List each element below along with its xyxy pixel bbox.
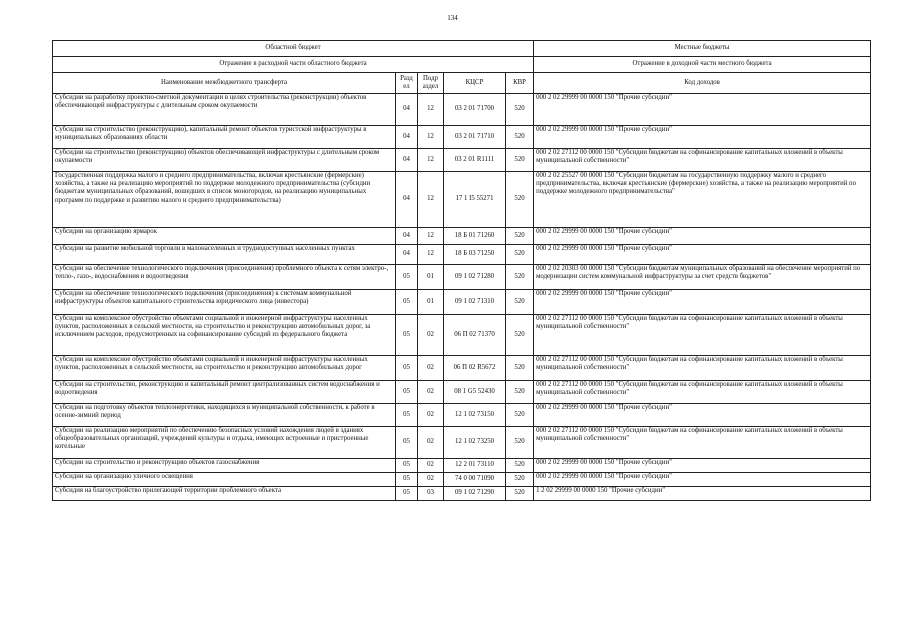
cell-kvr: 520 [506,459,534,473]
cell-razdel: 04 [396,228,418,245]
cell-razdel: 04 [396,94,418,126]
cell-code: 000 2 02 29999 00 0000 150 "Прочие субсидии" [534,126,871,149]
transfers-table [52,40,871,501]
cell-name: Субсидии на развитие мобильной торговли в малонаселенных и труднодоступных населенных пунктах [53,245,396,265]
cell-razdel: 04 [396,126,418,149]
cell-name: Субсидии на организацию уличного освещения [53,473,396,487]
cell-podrazdel: 03 [418,487,444,501]
col-header-code: Код доходов [534,73,871,94]
cell-name: Субсидия на благоустройство прилегающей территории проблемного объекта [53,487,396,501]
cell-kcsr: 08 1 G5 52430 [444,381,506,404]
cell-razdel: 05 [396,290,418,315]
cell-kcsr: 03 2 01 71710 [444,126,506,149]
header-row-sub [53,57,871,73]
table-row [53,459,871,473]
header-left-sub: Отражение в расходной части областного бюджета [53,57,534,73]
table-row [53,228,871,245]
cell-razdel: 05 [396,315,418,356]
cell-kcsr: 18 Б 01 71260 [444,228,506,245]
cell-kcsr: 09 1 02 71290 [444,487,506,501]
cell-code: 000 2 02 27112 00 0000 150 "Субсидии бюджетам на софинансирование капитальных вложений в объекты муниципальной собственности" [534,356,871,381]
cell-razdel: 05 [396,487,418,501]
page-number: 134 [447,14,458,22]
table-row [53,381,871,404]
cell-kcsr: 06 П 02 71370 [444,315,506,356]
cell-kvr: 520 [506,245,534,265]
cell-name: Субсидии на комплексное обустройство объектами социальной и инженерной инфраструктуры населенных пунктов, расположенных в сельской местности, на строительство и реконструкцию автомобильных дорог, за исключением расходов, предусмотренных на софинансирование субсидий из федерального бюджета [53,315,396,356]
cell-name: Субсидии на организацию ярмарок [53,228,396,245]
cell-podrazdel: 02 [418,473,444,487]
cell-kcsr: 12 1 02 73250 [444,427,506,459]
cell-kvr: 520 [506,265,534,290]
cell-kvr: 520 [506,487,534,501]
col-header-podrazdel: Подр аздел [418,73,444,94]
cell-kvr: 520 [506,315,534,356]
cell-code: 000 2 02 29999 00 0000 150 "Прочие субсидии" [534,459,871,473]
cell-code: 000 2 02 27112 00 0000 150 "Субсидии бюджетам на софинансирование капитальных вложений в объекты муниципальной собственности" [534,381,871,404]
cell-razdel: 05 [396,459,418,473]
col-header-kcsr: КЦСР [444,73,506,94]
cell-code: 000 2 02 25527 00 0000 150 "Субсидии бюджетам на государственную поддержку малого и среднего предпринимательства, включая крестьянские (фермерские) хозяйства, а также на реализацию мероприятий по поддержке молодежного предпринимательства" [534,172,871,228]
cell-kcsr: 12 1 02 73150 [444,404,506,427]
cell-code: 1 2 02 29999 00 0000 150 "Прочие субсидии" [534,487,871,501]
cell-kcsr: 03 2 01 R1111 [444,149,506,172]
table-row [53,404,871,427]
table-row [53,487,871,501]
cell-razdel: 05 [396,427,418,459]
cell-kcsr: 12 2 01 73110 [444,459,506,473]
header-row-columns [53,73,871,94]
table-row [53,427,871,459]
cell-kvr: 520 [506,404,534,427]
cell-kcsr: 74 0 00 71090 [444,473,506,487]
cell-podrazdel: 12 [418,228,444,245]
table-row [53,356,871,381]
cell-kcsr: 17 1 I5 55271 [444,172,506,228]
cell-razdel: 04 [396,149,418,172]
cell-code: 000 2 02 27112 00 0000 150 "Субсидии бюджетам на софинансирование капитальных вложений в объекты муниципальной собственности" [534,315,871,356]
table-row [53,149,871,172]
header-right-sub: Отражение в доходной части местного бюджета [534,57,871,73]
cell-podrazdel: 12 [418,172,444,228]
cell-code: 000 2 02 29999 00 0000 150 "Прочие субсидии" [534,245,871,265]
cell-code: 000 2 02 29999 00 0000 150 "Прочие субсидии" [534,404,871,427]
cell-kcsr: 09 1 02 71280 [444,265,506,290]
cell-kcsr: 18 Б 03 71250 [444,245,506,265]
cell-razdel: 05 [396,356,418,381]
cell-name: Субсидии на комплексное обустройство объектами социальной и инженерной инфраструктуры населенных пунктов, расположенных в сельской местности, на строительство и реконструкцию автомобильных дорог [53,356,396,381]
cell-code: 000 2 02 29999 00 0000 150 "Прочие субсидии" [534,228,871,245]
cell-podrazdel: 02 [418,315,444,356]
cell-podrazdel: 12 [418,126,444,149]
cell-code: 000 2 02 29999 00 0000 150 "Прочие субсидии" [534,290,871,315]
table-row [53,245,871,265]
cell-name: Субсидии на строительство (реконструкцию), капитальный ремонт объектов туристской инфраструктуры в муниципальных образованиях области [53,126,396,149]
cell-kcsr: 06 П 02 R5672 [444,356,506,381]
header-right-group: Местные бюджеты [534,41,871,57]
cell-kvr: 520 [506,228,534,245]
cell-code: 000 2 02 20303 00 0000 150 "Субсидии бюджетам муниципальных образований на обеспечение мероприятий по модернизации систем коммунальной инфраструктуры за счет средств бюджетов" [534,265,871,290]
cell-kvr: 520 [506,356,534,381]
table-row [53,94,871,126]
cell-podrazdel: 02 [418,381,444,404]
cell-podrazdel: 02 [418,427,444,459]
cell-name: Субсидии на разработку проектно-сметной документации в целях строительства (реконструкции) объектов обеспечивающей инфраструктуры с длительным сроком окупаемости [53,94,396,126]
cell-name: Субсидии на обеспечение технологического подключения (присоединения) проблемного объекта к сетям электро-, тепло-, газо-, водоснабжения и водоотведения [53,265,396,290]
cell-kvr: 520 [506,94,534,126]
cell-kvr: 520 [506,172,534,228]
cell-razdel: 05 [396,265,418,290]
table-row [53,473,871,487]
cell-name: Субсидии на подготовку объектов теплоэнергетики, находящихся в муниципальной собственности, к работе в осенне-зимний период [53,404,396,427]
table-row [53,290,871,315]
cell-podrazdel: 01 [418,290,444,315]
cell-code: 000 2 02 27112 00 0000 150 "Субсидии бюджетам на софинансирование капитальных вложений в объекты муниципальной собственности" [534,149,871,172]
cell-razdel: 05 [396,473,418,487]
cell-razdel: 04 [396,245,418,265]
cell-code: 000 2 02 27112 00 0000 150 "Субсидии бюджетам на софинансирование капитальных вложений в объекты муниципальной собственности" [534,427,871,459]
cell-kcsr: 03 2 01 71700 [444,94,506,126]
table-row [53,265,871,290]
cell-kvr: 520 [506,290,534,315]
cell-kvr: 520 [506,149,534,172]
cell-podrazdel: 12 [418,94,444,126]
cell-podrazdel: 02 [418,356,444,381]
cell-podrazdel: 12 [418,149,444,172]
cell-razdel: 05 [396,381,418,404]
table-row [53,315,871,356]
cell-name: Субсидии на строительство (реконструкцию) объектов обеспечивающей инфраструктуры с длительным сроком окупаемости [53,149,396,172]
cell-kvr: 520 [506,473,534,487]
cell-razdel: 04 [396,172,418,228]
cell-podrazdel: 01 [418,265,444,290]
table-row [53,172,871,228]
cell-kvr: 520 [506,126,534,149]
cell-razdel: 05 [396,404,418,427]
cell-code: 000 2 02 29999 00 0000 150 "Прочие субсидии" [534,94,871,126]
table-row [53,126,871,149]
cell-podrazdel: 02 [418,459,444,473]
cell-name: Субсидии на строительство и реконструкцию объектов газоснабжения [53,459,396,473]
header-left-group: Областной бюджет [53,41,534,57]
col-header-razdel: Разд ел [396,73,418,94]
cell-kvr: 520 [506,427,534,459]
cell-name: Субсидии на реализацию мероприятий по обеспечению безопасных условий нахождения людей в зданиях общеобразовательных организаций, учреждений культуры и отдыха, имеющих встроенные и пристроенные котельные [53,427,396,459]
cell-name: Субсидии на обеспечение технологического подключения (присоединения) к системам коммунальной инфраструктуры объектов капитального строительства юридического лица (инвестора) [53,290,396,315]
cell-code: 000 2 02 29999 00 0000 150 "Прочие субсидии" [534,473,871,487]
cell-kcsr: 09 1 02 71310 [444,290,506,315]
cell-name: Субсидии на строительство, реконструкцию и капитальный ремонт централизованных систем водоснабжения и водоотведения [53,381,396,404]
col-header-name: Наименование межбюджетного трансферта [53,73,396,94]
cell-podrazdel: 02 [418,404,444,427]
header-row-groups [53,41,871,57]
cell-name: Государственная поддержка малого и среднего предпринимательства, включая крестьянские (фермерские) хозяйства, а также на реализацию мероприятий по поддержке молодежного предпринимательства (субсидии бюджетам муниципальных образований, вошедших в список моногородов, на реализацию муниципальных программ по поддержке и развитию малого и среднего предпринимательства) [53,172,396,228]
cell-kvr: 520 [506,381,534,404]
cell-podrazdel: 12 [418,245,444,265]
col-header-kvr: КВР [506,73,534,94]
